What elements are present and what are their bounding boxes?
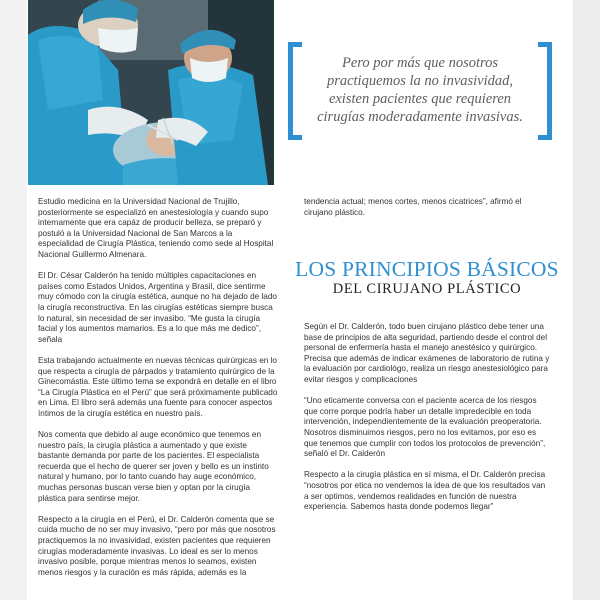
surgeons-illustration: [28, 0, 274, 185]
heading-line-1: LOS PRINCIPIOS BÁSICOS: [295, 257, 559, 281]
paragraph: Respecto a la cirugía en el Perú, el Dr. Calderón comenta que se cuida mucho de no ser muy invasivo, “pero por más que nosotros practiquemos la no invasividad, existen pacientes que requieren cirugías moderadamente invasivas. Lo ideal es ser lo menos invasivo posible, porque mientras menos lo seamos, existen menos riesgos y la curación es más rápida, además es la: [38, 514, 276, 577]
right-column: [304, 322, 550, 523]
paragraph: Según el Dr. Calderón, todo buen cirujano plástico debe tener una base de principios de alta seguridad, partiendo desde el control del personal de enfermería hasta el manejo anestésico y quirúrgico. Precisa que además de indicar exámenes de laboratorio de rutina y la evaluación por cardiológo, realiza un riesgo anestesiológico para evitar riesgos y complicaciones: [304, 322, 550, 384]
right-margin: [573, 0, 600, 600]
paragraph: Estudio medicina en la Universidad Nacional de Trujillo, posteriormente se especializó en anestesiología y cuando supo internamente que era capáz de producir belleza, se preparó y postuló a la Universidad Nacional de San Marcos a la especialidad de Cirugía Plástica, teniendo como sede al Hospital Nacional Guillermo Almenara.: [38, 197, 274, 259]
surgery-photo: [28, 0, 274, 185]
section-heading: [282, 258, 572, 298]
paragraph: tendencia actual; menos cortes, menos cicatrices”, afirmó el cirujano plástico.: [304, 197, 522, 217]
paragraph: Esta trabajando actualmente en nuevas técnicas quirúrgicas en lo que respecta a cirugía de párpados y tratamiento quirúrgico de la Ginecomástia. Este último tema se expondrá en detalle en el libro “La Cirugía Plástica en el Perú” que será próximamente publicado en Lima. El libro será además una fuente para conocer aspectos íntimos de la cirugía estética en nuestro país.: [38, 355, 278, 418]
paragraph: Nos comenta que debido al auge económico que tenemos en nuestro país, la cirugía plástica a aumentado y que existe bastante demanda por parte de los pacientes. El especialista recuerda que el hecho de querer ser joven y bello es un instinto natural y humano, por lo tanto cuando hay auge económico, muchas personas buscan verse bien y optan por la cirugía plástica para sentirse mejor.: [38, 430, 269, 503]
left-margin: [0, 0, 27, 600]
right-column-continuation: [304, 197, 550, 229]
pull-quote: [288, 42, 552, 140]
paragraph: Respecto a la cirugía plástica en sí misma, el Dr. Calderón precisa “nosotros por etica no vendemos la idea de que los resultados van a ser optimos, vendemos realidades en función de nuestra experiencia. Sabemos hasta donde podemos llegar”: [304, 470, 546, 512]
left-column: [38, 197, 280, 589]
heading-line-2: DEL CIRUJANO PLÁSTICO: [332, 281, 522, 297]
paragraph: El Dr. César Calderón ha tenido múltiples capacitaciones en países como Estados Unidos, Argentina y Brasil, dice sentirme muy cómodo con la cirugía estética, aunque no ha dejado de lado la cirugía reconstructiva. En las cirugías estéticas siempre busca lo natural, sin necesidad de ser invasibo. “Me gusta la cirugía facial y los aumentos mamarios. Es a lo que más me dedico”, señala: [38, 271, 277, 344]
paragraph: “Uno eticamente conversa con el paciente acerca de los riesgos que corre porque podría haber un detalle impredecible en toda intervención, independientemente de la evaluación preoperatoria. Nosotros disminuimos riesgos, pero no los evitamos, por eso es que tenemos que cumplir con todos los protocolos de prevención”, señaló el Dr. Calderón: [304, 396, 546, 459]
right-bracket: [538, 42, 552, 140]
pull-quote-text: Pero por más que nosotros practiquemos la no invasividad, existen pacientes que requieren cirugías moderadamente invasivas.: [317, 55, 523, 125]
left-bracket: [288, 42, 302, 140]
